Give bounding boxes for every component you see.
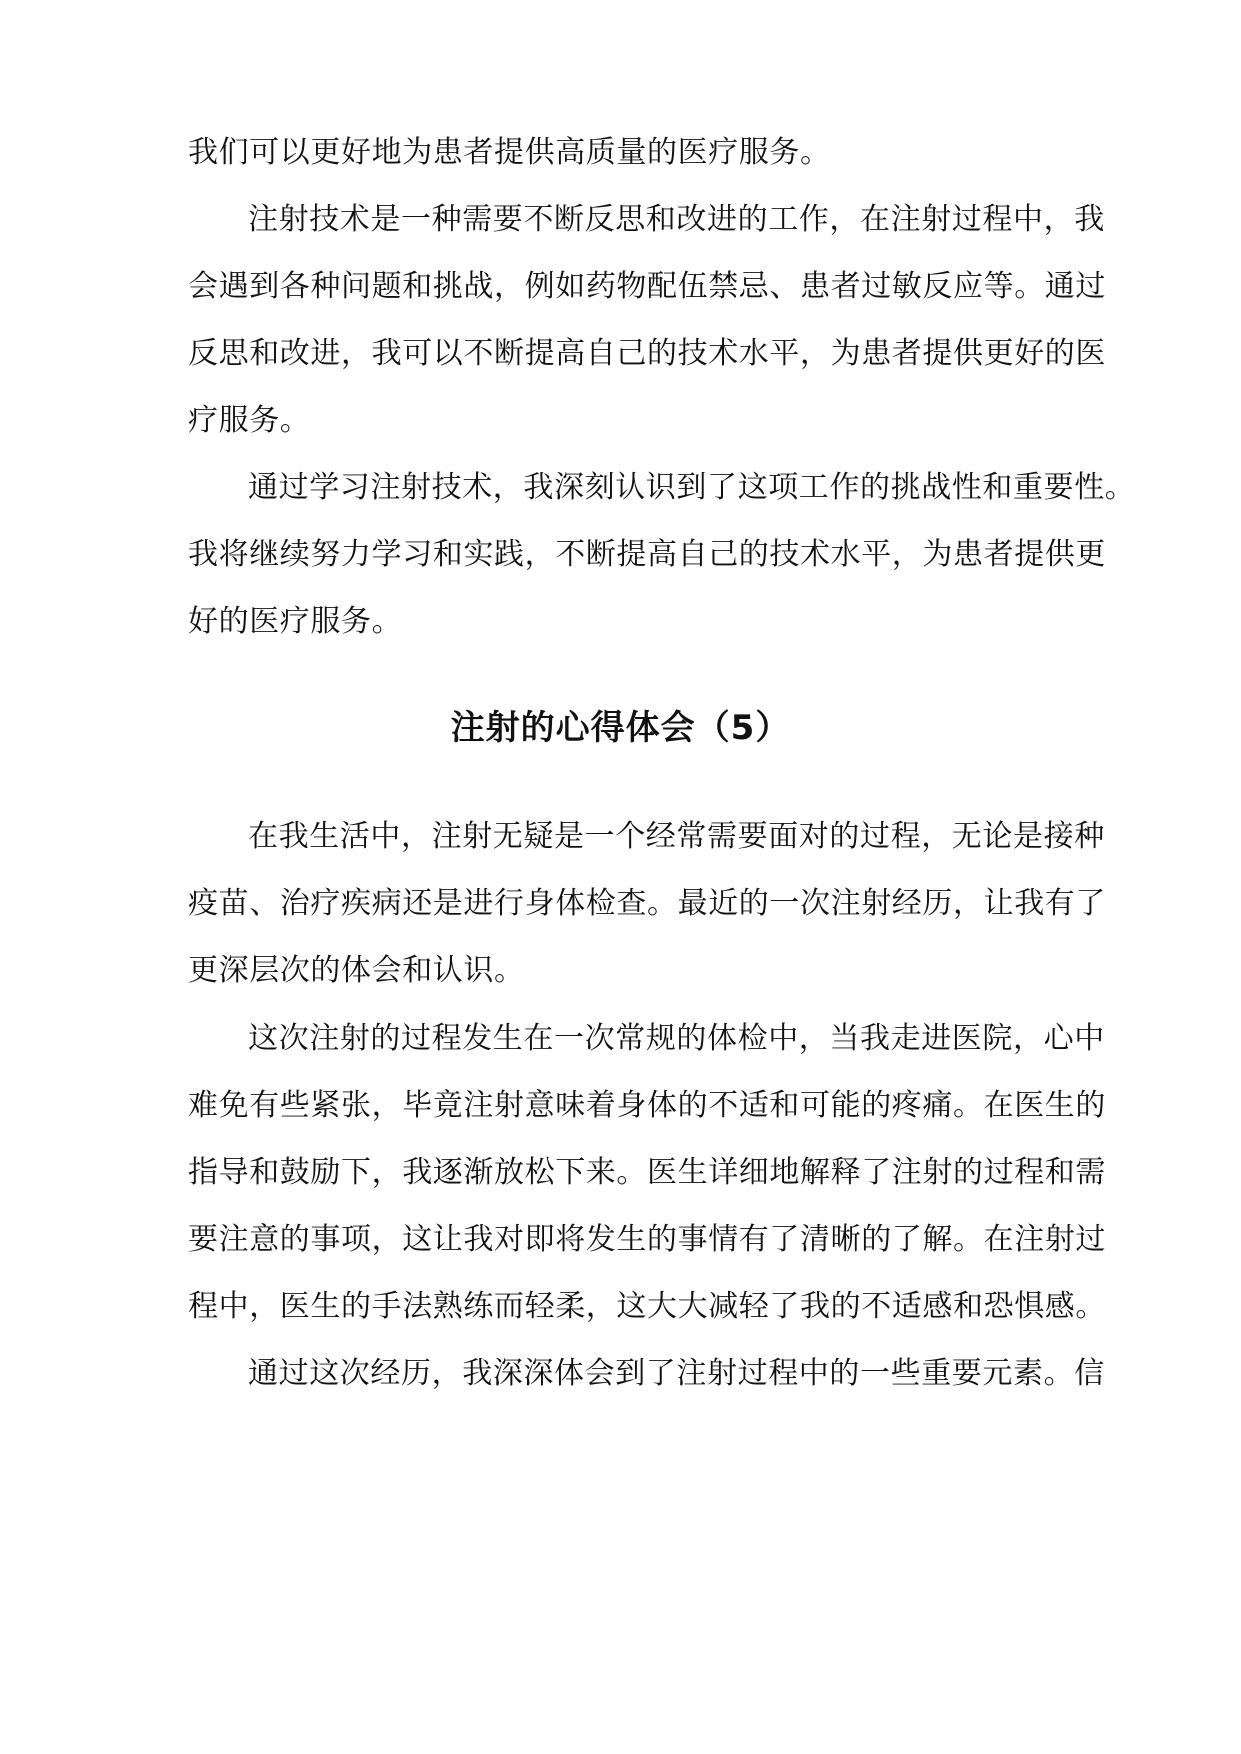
paragraph-line: 会遇到各种问题和挑战，例如药物配伍禁忌、患者过敏反应等。通过 bbox=[188, 269, 1106, 304]
paragraph-line: 通过这次经历，我深深体会到了注射过程中的一些重要元素。信 bbox=[248, 1356, 1105, 1391]
paragraph-line: 好的医疗服务。 bbox=[188, 604, 403, 639]
paragraph-line: 疫苗、治疗疾病还是进行身体检查。最近的一次注射经历，让我有了 bbox=[188, 886, 1106, 921]
paragraph-line: 更深层次的体会和认识。 bbox=[188, 953, 525, 988]
paragraph-line: 在我生活中，注射无疑是一个经常需要面对的过程，无论是接种 bbox=[248, 819, 1105, 854]
paragraph-line: 我们可以更好地为患者提供高质量的医疗服务。 bbox=[188, 135, 831, 170]
paragraph-line: 反思和改进，我可以不断提高自己的技术水平，为患者提供更好的医 bbox=[188, 336, 1106, 371]
paragraph-line: 我将继续努力学习和实践，不断提高自己的技术水平，为患者提供更 bbox=[188, 537, 1106, 572]
paragraph-line: 指导和鼓励下，我逐渐放松下来。医生详细地解释了注射的过程和需 bbox=[188, 1155, 1106, 1190]
paragraph-line: 注射技术是一种需要不断反思和改进的工作，在注射过程中，我 bbox=[248, 202, 1105, 237]
paragraph-line: 要注意的事项，这让我对即将发生的事情有了清晰的了解。在注射过 bbox=[188, 1222, 1106, 1257]
section-title: 注射的心得体会（5） bbox=[450, 708, 791, 748]
paragraph-line: 疗服务。 bbox=[188, 403, 311, 438]
paragraph-line: 通过学习注射技术，我深刻认识到了这项工作的挑战性和重要性。 bbox=[248, 470, 1136, 505]
paragraph-line: 这次注射的过程发生在一次常规的体检中，当我走进医院，心中 bbox=[248, 1021, 1105, 1056]
paragraph-line: 程中，医生的手法熟练而轻柔，这大大减轻了我的不适感和恐惧感。 bbox=[188, 1289, 1106, 1324]
paragraph-line: 难免有些紧张，毕竟注射意味着身体的不适和可能的疼痛。在医生的 bbox=[188, 1088, 1106, 1123]
